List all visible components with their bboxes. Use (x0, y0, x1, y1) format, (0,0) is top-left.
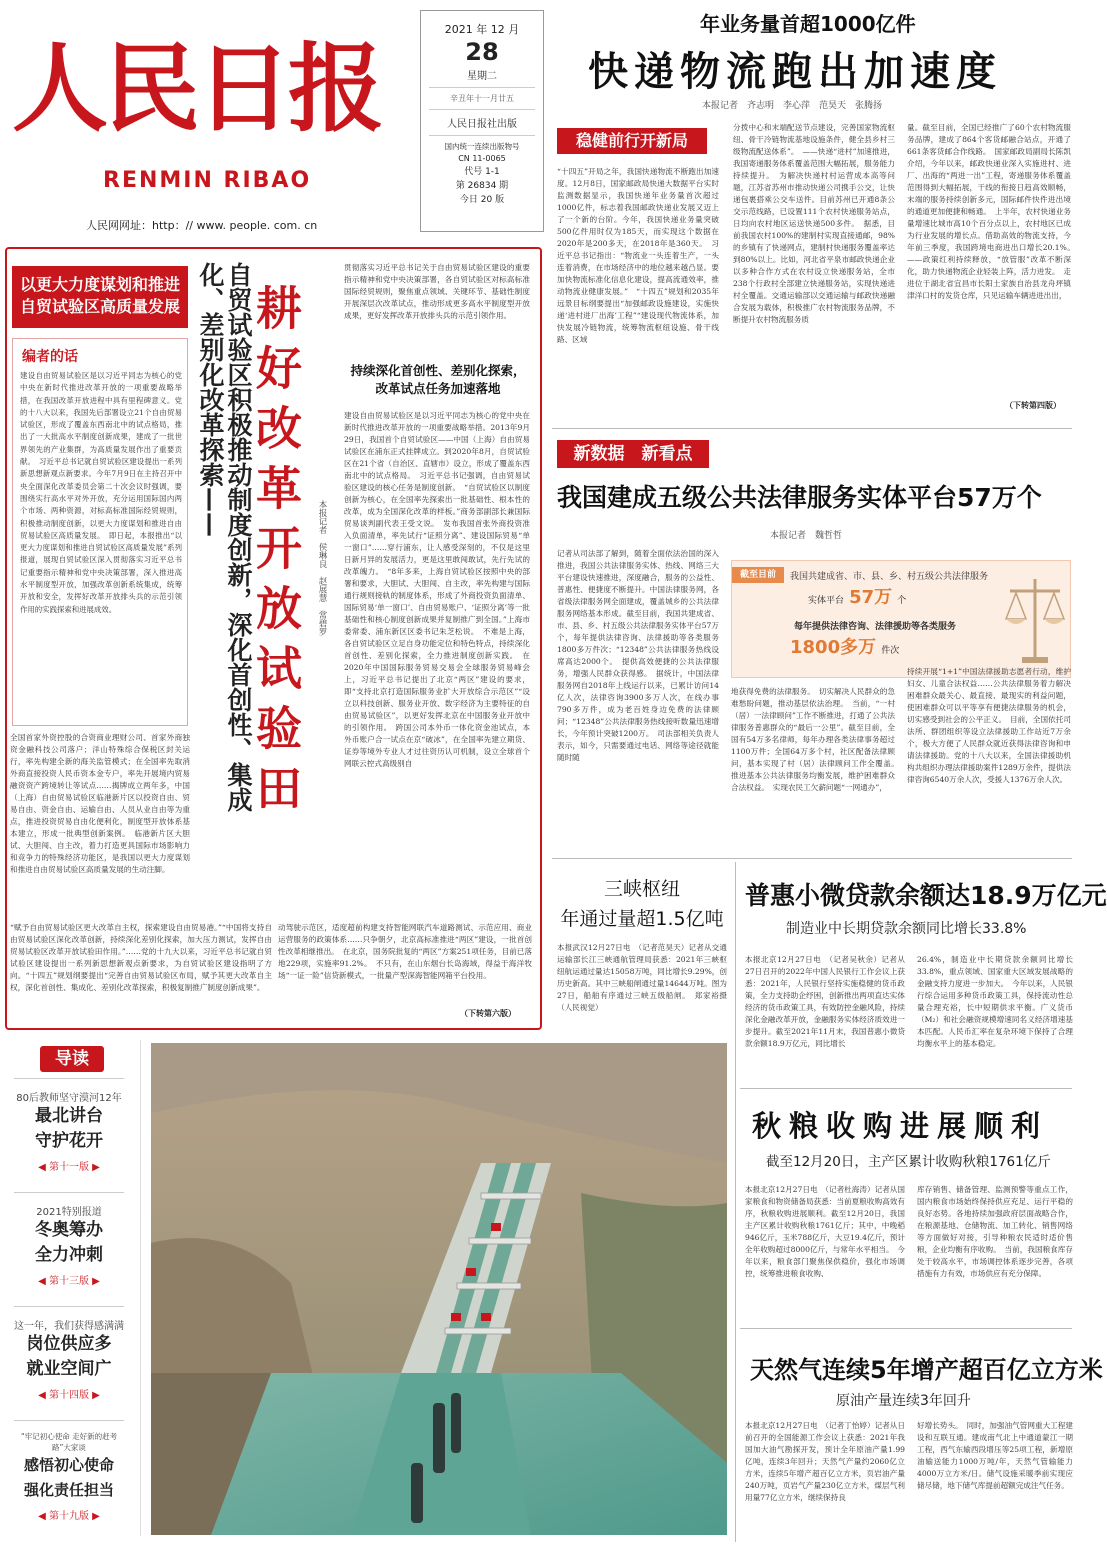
gas-title: 天然气连续5年增产超百亿立方米 (750, 1356, 1103, 1384)
guide-item-tag: 这一年，我们获得感满满 (14, 1321, 124, 1332)
guide-item[interactable] (14, 1192, 124, 1287)
legal-graphic-unit1: 个 (897, 596, 907, 606)
legal-graphic (731, 560, 1071, 678)
grain-title: 秋粮收购进展顺利 (752, 1109, 1049, 1143)
top-story-col3: 量。截至目前，全国已经推广了60个农村物流服务品牌，建成了864个客货邮融合站点，开通了661条客货邮合作线路。 国家邮政局副局长陈凯介绍，今年以来，邮政快递业深入实施进村、进厂、出海的“两进一出”工程，寄递服务体系覆盖范围得到大幅拓展，干线的衔接日趋高效顺畅，末端的服务持续创新多元，国际邮件快件进出境的通道更加便捷和畅通。 上半年，农村快递业务量增速比城市高10个百分点以上，农村地区已成为行业发展的增长点。借助高效的物流支持，今年前三季度，我国跨境电商进出口增长20.1%。 ——政策红利持续释放，“放管服”改革不断深化，助力快递物流企业轻装上阵，活力迸发。 走进位于湖北省宜昌市长阳土家族自治县龙舟坪镇津洋口村的发货仓库，只见运输车辆进进出出， (907, 123, 1079, 300)
grain-col1: 本报北京12月27日电 （记者杜海涛）记者从国家粮食和物资储备局获悉：当前夏粮收购高效有序，秋粮收购进展顺利。截至12月20日，我国主产区累计收购秋粮1761亿斤；其中，中晚稻946亿斤，玉米788亿斤，大豆19.4亿斤，预计全年收购超过8000亿斤，与常年水平相当。 今年以来，粮食部门聚焦保供稳价，强化市场调控，统筹推进粮食收购、 (745, 1185, 905, 1278)
grain-subtitle: 截至12月20日，主产区累计收购秋粮1761亿斤 (766, 1154, 1051, 1170)
masthead-logo: 人民日报 (12, 32, 380, 145)
loans-col1: 本报北京12月27日电 （记者吴秋余）记者从27日召开的2022年中国人民银行工作会议上获悉：2021年，人民银行坚持实施稳健的货币政策，全力支持助企纾困，创新推出两项直达实体经济的货币政策工具，有效防控金融风险，持续深化金融改革开放，金融服务实体经济质效进一步提升。截至2021年11月末，我国普惠小微贷款余额18.9万亿元，同比增长 (745, 955, 905, 1048)
gas-col2: 好增长势头。 同时，加强油气管网重大工程建设和互联互通。建成南气北上中通道蒙江一期工程，西气东输西段增压等25项工程，新增原油输送能力1000万吨/年，天然气管输能力4000万立方米/日。储气设施采暖季前实现应储尽储，地下储气库提前超额完成注气任务。 (917, 1421, 1073, 1490)
editor-note-title: 编者的话 (22, 349, 78, 365)
feature-col-b: 贯彻落实习近平总书记关于自由贸易试验区建设的重要指示精神和党中央决策部署，各自贸试验区对标高标准国际经贸规则，聚焦重点领域、关键环节、基础性制度开展深层次改革试点，推动形成更多高水平制度型开放成果，更好发挥改革开放排头兵的示范引领作用。 (344, 263, 530, 320)
legal-graphic-line3: 每年提供法律咨询、法律援助等各类服务 (794, 622, 957, 632)
cn-number: CN 11-0065 (458, 154, 506, 163)
legal-graphic-line1: 我国共建成省、市、县、乡、村五级公共法律服务 (790, 572, 989, 582)
guide-item-tag: “牢记初心使命 走好新的赶考路”大家谈 (20, 1432, 118, 1452)
guide-item-main1: 岗位供应多 (26, 1334, 112, 1354)
guide-item-main2: 全力冲刺 (35, 1245, 103, 1265)
loans-title: 普惠小微贷款余额达18.9万亿元 (745, 881, 1107, 910)
gas-subtitle: 原油产量连续3年回升 (836, 1393, 971, 1409)
feature-subtitle: 自贸试验区积极推动制度创新，深化首创性、集成化、差别化改革探索—— (196, 262, 253, 812)
top-story-continued: （下转第四版） (1005, 401, 1061, 410)
guide-item-tag: 2021特别报道 (36, 1207, 102, 1218)
three-gorges-photo (151, 1043, 727, 1535)
guide-item-tag: 80后教师坚守漠河12年 (16, 1093, 122, 1104)
guide-item-page: ◀ 第十九版 ▶ (38, 1511, 100, 1522)
feature-col-d: “赋予自由贸易试验区更大改革自主权，探索建设自由贸易港。”“中国将支持自由贸易试验区深化改革创新，持续深化差别化探索，加大压力测试，发挥自由贸易试验区改革开放试验田作用。”……党的十九大以来，习近平总书记就自贸试验区建设提出一系列新思想新观点新要求，为自贸试验区建设指明了方向。“十四五”规划纲要提出“完善自由贸易试验区布局，赋予其更大改革自主权，深化首创性、集成化、差别化改革探索，积极复制推广制度创新成果”。 (10, 923, 272, 992)
date-year-month: 2021 年 12 月 (444, 23, 520, 36)
legal-graphic-num1: 57万 (849, 587, 893, 608)
loans-col2: 26.4%，制造业中长期贷款余额同比增长33.8%，重点领域、国家重大区域发展战略的金融支持力度进一步加大。 今年以来，人民银行综合运用多种货币政策工具，保持流动性总量合理充裕，长中短期供求平衡。广义货币（M₂）和社会融资规模增速同名义经济增速基本匹配。人民币汇率在复杂环境下保持了合理均衡水平上的基本稳定。 (917, 955, 1073, 1048)
feature-series-title: 以更大力度谋划和推进自贸试验区高质量发展 (12, 266, 188, 328)
sanxia-title: 年通过量超1.5亿吨 (560, 908, 724, 930)
publisher: 人民日报社出版 (447, 119, 517, 130)
legal-graphic-tag: 截至目前 (732, 567, 784, 583)
date-lunar: 辛丑年十一月廿五 (450, 94, 514, 103)
guide-item-main2: 守护花开 (35, 1131, 103, 1151)
legal-col2: 地获得免费的法律服务。 切实解决人民群众的急难愁盼问题，推动基层依法治理。 当前，“一村（居）一法律顾问”工作不断推进，打通了公共法律服务普惠群众的“最后一公里”。截至目前，全国有54万多名律师，每年办理各类法律事务超过1100万件；全国64万多个村，社区配备法律顾问，基本实现了村（居）法律顾问工作全覆盖。 推进基本公共法律服务均衡发展，维护困难群众合法权益。 实现农民工欠薪问题“一网通办”， (731, 687, 903, 792)
guide-item[interactable] (14, 1078, 124, 1173)
guide-item-page: ◀ 第十一版 ▶ (38, 1162, 100, 1173)
gas-col1: 本报北京12月27日电 （记者丁怡婷）记者从日前召开的全国能源工作会议上获悉：2021年我国加大油气勘探开发，预计全年原油产量1.99亿吨，连续3年回升；天然气产量约2060亿立方米，连续5年增产超百亿立方米，页岩油产量240万吨，页岩气产量230亿立方米，煤层气利用量77亿立方米，继续保持良 (745, 1421, 905, 1502)
top-story-title: 快递物流跑出加速度 (588, 49, 1002, 95)
feature-col-a: 全国首家外资控股的合资商业理财公司、首家外商独资金融科技公司落户；洋山特殊综合保税区封关运行，率先构建全新的海关监管模式；在全国率先取消外商直接投资人民币资本金专户，率先开展境内贸易融资资产跨境转让等试点……揭牌成立两年多，中国（上海）自由贸易试验区临港新片区以投资自由、贸易自由、资金自由、运输自由、人员从业自由等为重点，推进投资贸易自由化便利化，制度型开放体系基本建立，形成一批典型创新案例。 临港新片区大胆试、大胆闯、自主改，着力打造更具国际市场影响力和竞争力的特殊经济功能区，是我国以更大力度谋划和推进自由贸易试验区高质量发展的生动注脚。 (10, 733, 190, 874)
feature-main-title: 耕好改革开放试验田 (249, 284, 303, 824)
sanxia-kicker: 三峡枢纽 (603, 878, 680, 900)
issue-number: 第 26834 期 (455, 181, 509, 191)
guide-item-main1: 感悟初心使命 (23, 1456, 114, 1474)
top-story-byline: 本报记者 齐志明 李心萍 范昊天 张腾扬 (702, 101, 883, 111)
guide-item-main1: 最北讲台 (35, 1106, 103, 1126)
code-number: 代号 1-1 (464, 167, 500, 177)
top-story-label: 稳健前行开新局 (557, 128, 707, 154)
date-weekday: 星期二 (467, 71, 497, 82)
legal-graphic-unit2: 件次 (881, 646, 900, 656)
legal-byline: 本报记者 魏哲哲 (770, 531, 843, 541)
guide-item-page: ◀ 第十四版 ▶ (38, 1390, 100, 1401)
legal-graphic-num2: 1800多万 (790, 637, 877, 658)
feature-subhead: 持续深化首创性、差别化探索，改革试点任务加速落地 (350, 363, 526, 396)
legal-title: 我国建成五级公共法律服务实体平台57万个 (557, 483, 1042, 512)
legal-label: 新数据 新看点 (557, 440, 709, 468)
guide-label: 导读 (40, 1046, 104, 1072)
guide-item[interactable] (14, 1420, 124, 1522)
feature-byline: 本报记者 侯琳良 赵展慧 常碧罗 (317, 500, 327, 636)
guide-item[interactable] (14, 1306, 124, 1401)
legal-col1: 记者从司法部了解到，随着全面依法治国的深入推进，我国公共法律服务实体、热线、网络三大平台建设快速推进，深度融合，服务的公益性、普惠性、便捷度不断提升。中国法律服务网，各省级法律服务网全面建成，覆盖城乡的公共法律服务网络基本形成。截至目前，我国共建成省、市、县、乡、村五级公共法律服务实体平台57万个，每年提供法律咨询、法律援助等各类服务1800多万件次；“12348”公共法律服务热线设席高达2000个。 提供高效便捷的公共法律服务，增强人民群众获得感。 据统计，中国法律服务网自2018年上线运行以来，已累计访问14亿人次，法律咨询3900多万人次，在线办事790多万件，成为老百姓身边免费的法律顾问；“12348”公共法律服务热线接听数量迅速增长，今年预计突破1200万。 司法部相关负责人表示，如今，只需要通过电话、网络等途径就能随时随 (557, 549, 719, 762)
top-story-col2: 分拨中心和末端配送节点建设，完善国家物流枢纽、骨干冷链物流基地设施条件，健全县乡村三级物流配送体系”。 ——快递“进村”加速推进，我国寄递服务体系覆盖范围大幅拓展，服务能力持续提升。 为解决快递村村运营成本高等问题，江苏省苏州市推动快递公司携手公交，让快递包裹搭乘公交车送件。目前苏州已开通8条公交示范线路，已设置111个农村快递服务站点，日均向农村地区运送快递500多件。 据悉，目前我国农村100%的建制村实现直接通邮，98%的乡镇有了快递网点，建制村快递服务覆盖率达到80%以上。比如，河北省平泉市邮政快递企业以多种合作方式在农村设立快递服务站，全市238个行政村全部建立快递服务站，实现快递进村全覆盖。交通运输部以交通运输与邮政快递融合发展为载体，积极推广农村物流服务品牌，不断提升农村物流服务质 (733, 123, 895, 324)
issn-label: 国内统一连续出版物号 (444, 142, 520, 151)
scales-icon (1004, 569, 1066, 669)
guide-item-main2: 强化责任担当 (23, 1481, 114, 1499)
feature-continued: （下转第六版） (460, 1009, 516, 1018)
sanxia-text: 本报武汉12月27日电 （记者范昊天）记者从交通运输部长江三峡通航管理局获悉：2021年三峡枢纽航运通过量达15058万吨，同比增长9.29%，创历史新高。其中三峡船闸通过量14644万吨。图为27日，船舶有序通过三峡五级船闸。 郑家裕摄（人民视觉） (557, 943, 727, 1012)
top-story-kicker: 年业务量首超1000亿件 (700, 12, 916, 36)
date-box (420, 10, 544, 232)
website: 人民网网址：http：// www. people. com. cn (86, 219, 318, 232)
editor-note-text: 建设自由贸易试验区是以习近平同志为核心的党中央在新时代推进改革开放的一项重要战略举措，在我国改革开放进程中具有里程碑意义。党的十八大以来，我国先后部署设立21个自由贸易试验区，形成了覆盖东西南北中的试点格局，推出了一大批高水平制度创新成果，建成了一批世界领先的产业集群，为高质量发展作出了重要贡献。 习近平总书记就自贸试验区建设提出一系列新思想新观点新要求。今年7月9日在主持召开中央全面深化改革委员会第二十次会议时强调，要围绕实行高水平对外开放，充分运用国际国内两个市场、两种资源，对标高标准国际经贸规则，积极推动制度创新，以更大力度谋划和推进自由贸易试验区高质量发展。 即日起，本报推出“以更大力度谋划和推进自贸试验区高质量发展”系列报道，展现自贸试验区深入贯彻落实习近平总书记重要指示精神和党中央决策部署，深入推进高水平制度型开放，加强改革创新系统集成，统筹开放和安全，发挥好改革开放排头兵的示范引领作用的实践探索和进展成效。 (20, 371, 182, 614)
masthead-pinyin: RENMIN RIBAO (103, 168, 312, 193)
top-story-col1: “十四五”开局之年，我国快递物流不断跑出加速度。12月8日，国家邮政局快递大数据平台实时监测数据显示，我国快递年业务量首次超过1000亿件，标志着我国邮政快递业发展又迈上了一个新的台阶。今年，我国快递业务量突破500亿件用时仅为185天，而实现这个数据在2020年是200多天，在2018年是360天。 习近平总书记指出：“物流业一头连着生产，一头连着消费，在市场经济中的地位越来越凸显。要加快物流标准化信息化建设，提高流通效率，推动物流业健康发展。” “十四五”规划和2035年远景目标纲要提出“加强邮政设施建设，实施快递‘进村进厂出海’工程”“建设现代物流体系，加快发展冷链物流，统筹物流枢纽设施、骨干线路、区域 (557, 167, 719, 344)
guide-item-page: ◀ 第十三版 ▶ (38, 1276, 100, 1287)
grain-col2: 库存销售、储备管理、监测预警等重点工作，国内粮食市场始终保持供应充足、运行平稳的良好态势。各地持续加强政府层面战略合作，在粮源基地、仓储物流、加工转化、销售网络等方面做好对接，引导种粮农民适时适价售粮，企业均衡有序收购。 当前，我国粮食库存处于较高水平，市场调控体系逐步完善，各项措施有力有效，市场供应有充分保障。 (917, 1185, 1073, 1278)
guide-item-main1: 冬奥筹办 (35, 1220, 103, 1240)
feature-col-c: 建设自由贸易试验区是以习近平同志为核心的党中央在新时代推进改革开放的一项重要战略举措。2013年9月29日，我国首个自贸试验区——中国（上海）自由贸易试验区在浦东正式挂牌成立。到2020年8月，自贸试验区在21个省（自治区、直辖市）设立，形成了覆盖东西南北中的试点格局。 习近平总书记强调，自由贸易试验区建设的核心任务是制度创新。 “自贸试验区以制度创新为核心，在全国率先探索出一批基础性、根本性的改革，成为全国深化改革的样板。”商务部副部长兼国际贸易谈判副代表王受文说。 发布我国首张外商投资准入负面清单，率先试行“证照分离”、建设国际贸易“单一窗口”……穿行浦东，让人感受深刻的，不仅是这里日新月异的发展活力，更是这里敢闯敢试，先行先试的改革魄力。 “8年多来，上海自贸试验区按照中央的部署和要求，大胆试、大胆闯、自主改，率先构建与国际通行规则接轨的制度体系，形成了外商投资负面清单、国际贸易‘单一窗口’、自由贸易账户、‘证照分离’等一批基础性和核心制度创新成果并复制推广到全国。”上海市委常委、浦东新区区委书记朱芝松说。 不难是上海，各自贸试验区立足自身功能定位和特色特点，持续深化首创性、差别化探索，全力推进制度创新实践。 在2020年中国国际服务贸易交易会全球服务贸易峰会上，习近平总书记提出了北京“两区”建设的要求，即“支持北京打造国际服务业扩大开放综合示范区”“设立以科技创新、服务业开放、数字经济为主要特征的自由贸易试验区”，以更好发挥北京在中国服务业开放中的引领作用。 跨国公司本外币一体化资金池试点，本外币账户合一试点在京“破冰”，在全国率先建立期货、证券等境外专业人才过往资历认可机制，设立全球首个网联云控式高级别自 (344, 411, 530, 768)
legal-graphic-line2-pre: 实体平台 (808, 596, 845, 606)
loans-subtitle: 制造业中长期贷款余额同比增长33.8% (786, 921, 1027, 937)
page-count: 今日 20 版 (459, 195, 505, 205)
guide-item-main2: 就业空间广 (26, 1359, 112, 1379)
legal-col3: 持续开展“1+1”中国法律援助志愿者行动，维护妇女、儿童合法权益……公共法律服务着力解决困难群众最关心、最直接、最现实的利益问题，使困难群众可以平等享有便捷法律服务的机会，切实感受到社会的公平正义。 目前，全国依托司法所、群团组织等设立法律援助工作站近7万余个，极大方便了人民群众就近获得法律咨询和申请法律援助。党的十八大以来，全国法律援助机构共组织办理法律援助案件1289万余件，提供法律咨询6540万余人次，受援人1376万余人次。 (907, 667, 1071, 784)
date-day: 28 (465, 38, 499, 66)
feature-col-e: 动驾驶示范区，适度超前构建支持智能网联汽车道路测试、示范应用、商业运营服务的政策体系……只争朝夕，北京高标准推进“两区”建设，一批首创性改革相继推出。 在北京，国务院批复的“两区”方案251项任务，目前已落地229项，实施率91.2%。 不只有，在山东烟台长岛海域，得益于海洋牧场“一证一险”信贷新模式，一批量产型深海智能网箱平台投用。 (278, 923, 532, 980)
